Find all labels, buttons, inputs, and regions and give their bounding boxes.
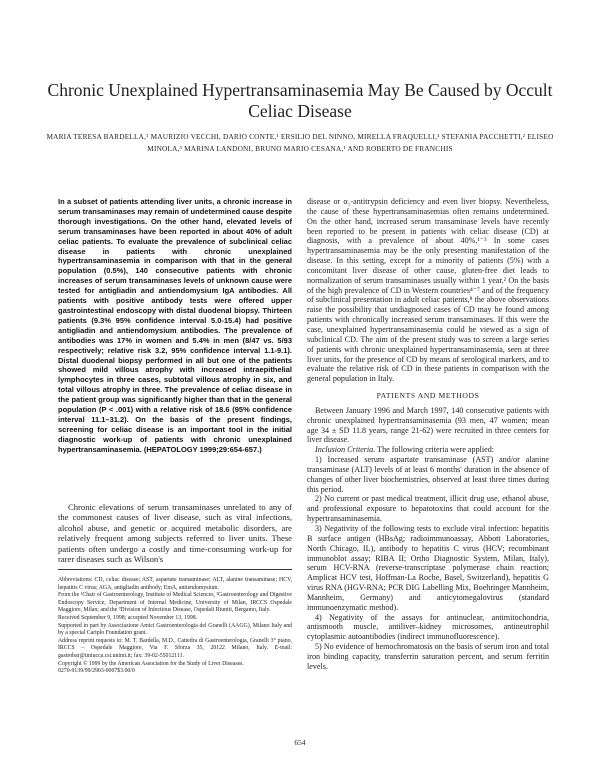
abstract-body: In a subset of patients attending liver units, a chronic increase in serum transaminases may remain of undetermined cause despite thorough investigations. On the other hand, elevated levels of serum transaminases have been reported in about 40% of adult celiac patients. To evaluate the prevalence of subclinical celiac disease in patients with chronic unexplained hypertransaminasemia in comparison with that in the general population (0.5%), 140 consecutive patients with chronic increases of serum transaminases levels of unknown cause were tested for antigliadin and antiendomysium IgA antibodies. All patients with positive antibody tests were offered upper gastrointestinal endoscopy with distal duodenal biopsy. Thirteen patients (9.3% 95% confidence interval 5.0-15.4) had positive antigliadin and antiendomysium antibodies. The prevalence of antibodies was 17% in women and 5.4% in men (8/47 vs. 5/93 respectively; relative risk 3.2, 95% confidence interval 1.1-9.1). Distal duodenal biopsy performed in all but one of the patients showed mild villous atrophy with increased intraepithelial lymphocytes in three cases, subtotal villous atrophy in six, and total villous atrophy in three. The prevalence of celiac disease in the patient group was significantly higher than that in the general population (P < .001) with a relative risk of 18.6 (95% confidence interval 11.1–31.2). On the basis of the present findings, screening for celiac disease is an important tool in the initial diagnostic work-up of patients with chronic unexplained hypertransaminasemia. ( xyxy=(58,197,292,454)
criterion-item: 3) Negativity of the following tests to exclude viral infection: hepatitis B surface antigen (HBsAg; radioimmunoassay, Abbott Laboratories, North Chicago, IL), antibody to hepatitis C virus (HCV; recombinant immunoblot assay; RIBA II; Ortho Diagnostic System, Milan, Italy), serum HCV-RNA (reverse-transcriptase polymerase chain reaction; Amplicat HCV test, Hoffman-La Roche, Basel, Switzerland), hepatitis G virus RNA (HGV-RNA; PCR DIG Labelling Mix, Boehringer Mannheim, Mannheim, Germany) and anticytomegalovirus (standard immunoenzymatic method). xyxy=(307,524,549,612)
author-list: MARIA TERESA BARDELLA,¹ MAURIZIO VECCHI, DARIO CONTE,¹ ERSILIO DEL NINNO, MIRELLA FRAQUELLI,¹ STEFANIA PACCHETTI,² ELISEO MINOLA,³ MARINA LANDONI, BRUNO MARIO CESANA,¹ AND ROBERTO DE FRANCHIS xyxy=(46,132,554,153)
footnote: Copyright © 1999 by the American Association for the Study of Liver Diseases. xyxy=(58,660,244,667)
criterion-item: 5) No evidence of hemochromatosis on the basis of serum iron and total iron binding capacity, transferrin saturation percent, and serum ferritin levels. xyxy=(307,642,549,671)
footnote: Received September 9, 1998; accepted November 13, 1998. xyxy=(58,614,198,621)
footnote: Address reprint requests to: M. T. Bardella, M.D., Cattedra di Gastroenterologia, Granelli 3° piano, IRCCS – Ospedale Maggiore, Via F. Sforza 35, 20122 Milano, Italy. E-mail: gastrobar@imiucca.csi.unimi.it; fax: 39-02-55012111. xyxy=(58,637,292,659)
abstract-citation: HEPATOLOGY 1999;29:654-657.) xyxy=(146,444,262,454)
footnote: From the ¹Chair of Gastroenterology, Institute of Medical Sciences, ²Gastroenterology and Digestive Endoscopy Service, Department of Internal Medicine, University of Milan, IRCCS Ospedale Maggiore, Milan; and the ³Division of Infectious Disease, Ospedali Riuniti, Bergamo, Italy. xyxy=(58,592,292,614)
body-paragraph: disease or α₁-antitrypsin deficiency and even liver biopsy. Nevertheless, the cause of these hypertransaminasemias often remains undetermined. On the other hand, increased serum transaminase levels have recently been reported to be present in patients with celiac disease (CD) at diagnosis, with a prevalence of about 40%.¹⁻³ In some cases hypertransaminasemia may be the only presenting manifestation of the disease. In this setting, except for a minority of patients (5%) with a concomitant liver disease of other cause, gluten-free diet leads to normalization of serum transaminases usually within 1 year.² On the basis of the high prevalence of CD in Western countries⁴⁻⁷ and of the frequency of subclinical presentation in adult celiac patients,⁸ the above observations raise the possibility that undiagnosed cases of CD may be found among patients with chronically increased serum transaminases. If this were the case, unexplained hypertransaminasemia could be viewed as a sign of subclinical CD. The aim of the present study was to screen a large series of patients with chronic unexplained hypertransaminasemia, seen at three liver units, for the presence of CD by means of serological markers, and to evaluate the relative risk of CD in these patients in comparison with the general population in Italy. xyxy=(307,197,549,384)
footnotes xyxy=(58,577,292,676)
inclusion-criteria-label: Inclusion Criteria. xyxy=(315,445,376,455)
inclusion-criteria-text: The following criteria were applied: xyxy=(375,445,495,455)
footnote: Supported in part by Associazione Amici Gastroenterologia del Granelli (AAGG), Milano Italy and by a special Cariplo Foundation grant. xyxy=(58,622,292,637)
criterion-item: 1) Increased serum aspartate transaminase (AST) and/or alanine transaminase (ALT) levels of at least 6 months' duration in the absence of changes of other liver biochemistries, observed at least three times during this period. xyxy=(307,455,549,494)
footnote-rule xyxy=(58,569,292,570)
abstract xyxy=(58,197,292,455)
page-number: 654 xyxy=(294,738,306,747)
footnote: 0270-9139/99/2903-0007$3.00/0 xyxy=(58,668,135,675)
footnote: Abbreviations: CD, celiac disease; AST, aspartate transaminase; ALT, alanine transaminase; HCV, hepatitis C virus; AGA, antigliadin antibody; EmA, antiendomysium. xyxy=(58,577,292,591)
introduction-paragraph: Chronic elevations of serum transaminases unrelated to any of the commonest causes of liver disease, such as viral infections, alcohol abuse, and genetic or acquired metabolic disorders, are relatively frequent among subjects referred to liver units. These patients often undergo a costly and time-consuming work-up for rarer diseases such as Wilson's xyxy=(58,502,292,565)
right-column xyxy=(307,197,549,672)
article-title: Chronic Unexplained Hypertransaminasemia May Be Caused by Occult Celiac Disease xyxy=(47,80,553,121)
criterion-item: 2) No current or past medical treatment, illicit drug use, ethanol abuse, and professional exposure to hepatotoxins that could account for the hypertransaminasemia. xyxy=(307,494,549,524)
inclusion-criteria-paragraph xyxy=(307,445,549,455)
section-heading: PATIENTS AND METHODS xyxy=(376,391,480,401)
criterion-item: 4) Negativity of the assays for antinuclear, antimitochondria, antismooth muscle, antiliver–kidney microsomes, antineutrophil cytoplasmic autoantibodies (indirect immunofluorescence). xyxy=(307,612,549,642)
methods-paragraph: Between January 1996 and March 1997, 140 consecutive patients with chronic unexplained hypertransaminasemia (93 men, 47 women; mean age 34 ± SD 11.8 years, range 21-62) were recruited in three centers for liver disease. xyxy=(307,405,549,445)
